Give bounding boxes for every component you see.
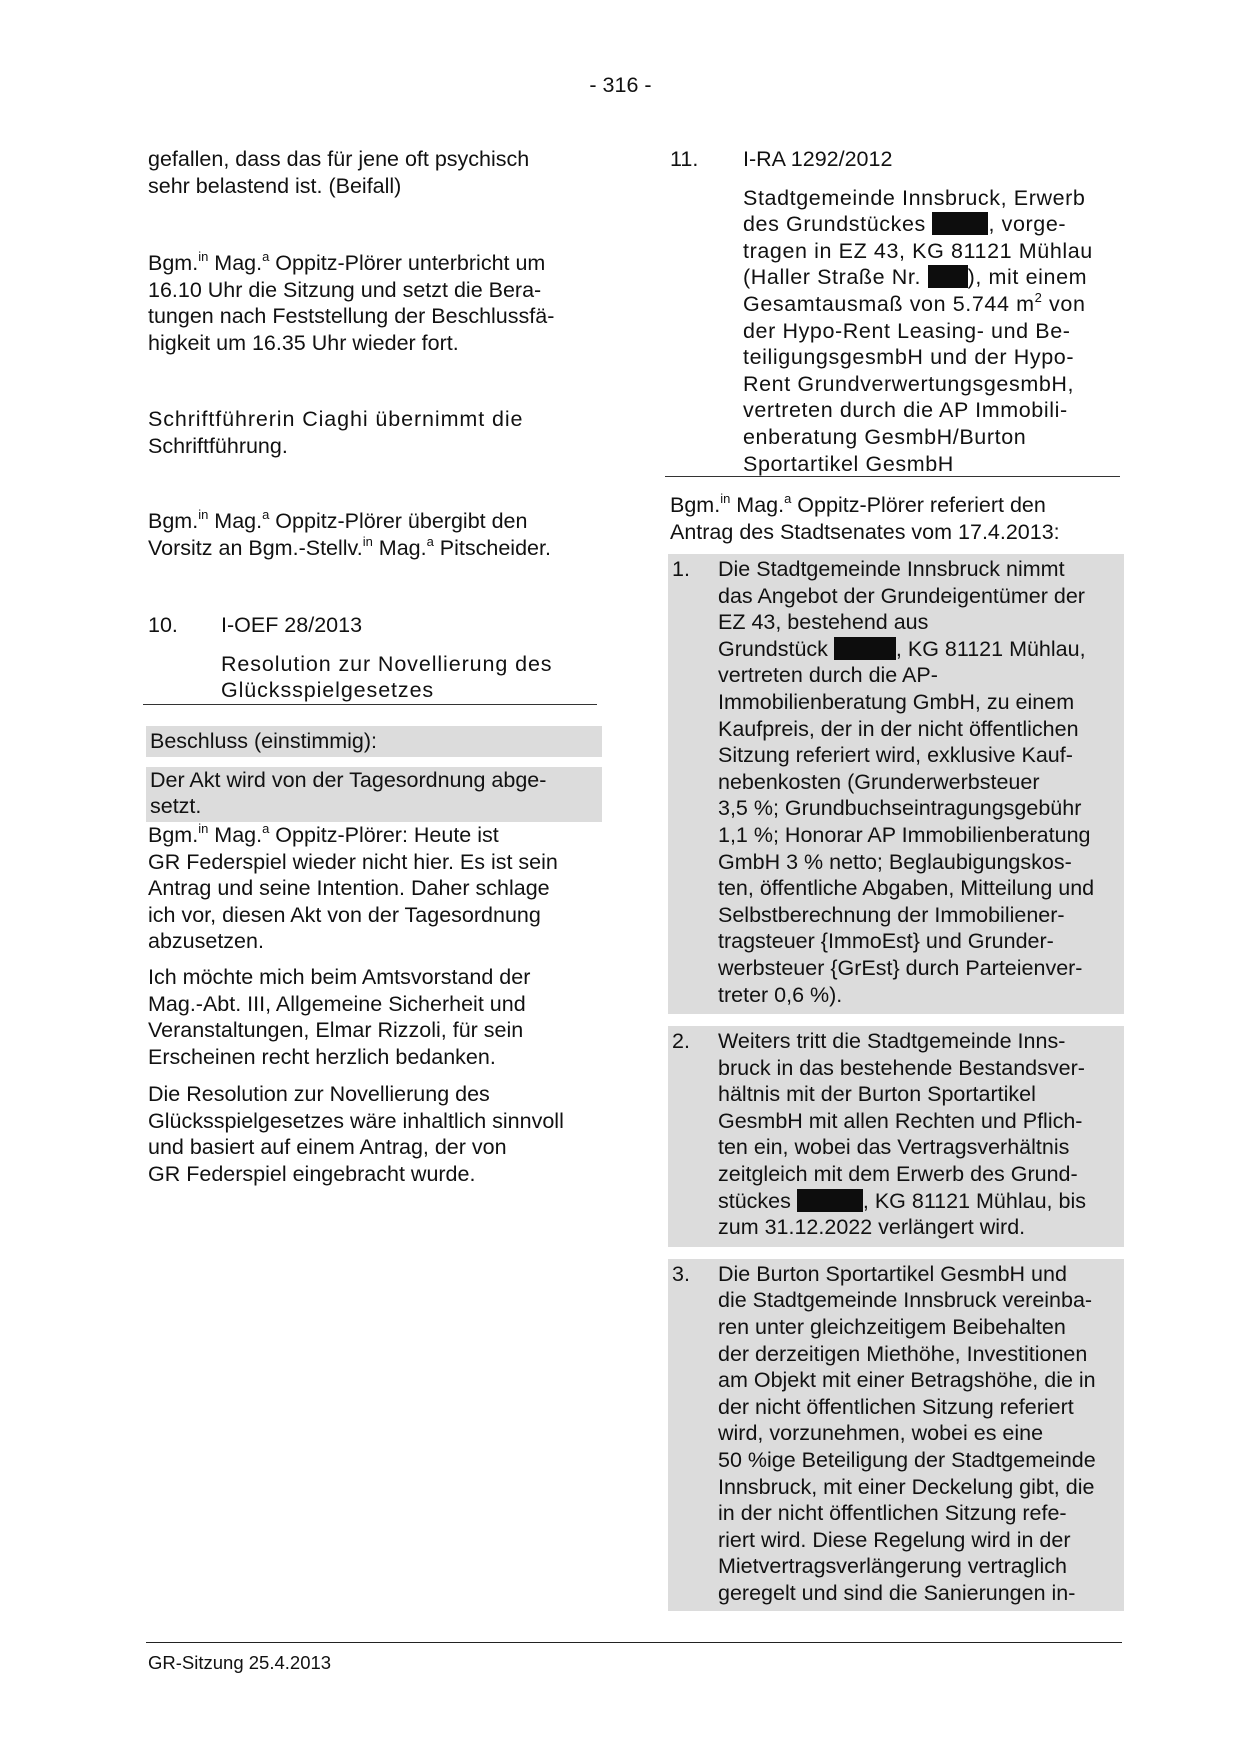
agenda-code: I-RA 1292/2012	[743, 147, 893, 171]
agenda-title: Stadtgemeinde Innsbruck, Erwerb des Grundstückes , vorge- tragen in EZ 43, KG 81121 Mühlau (Haller Straße Nr. ), mit einem Gesamtausmaß von 5.744 $m^2$ von der Hypo-Rent Leasing- und Be- teiligungsgesmbH und der Hypo- Rent GrundverwertungsgesmbH, vertreten durch die AP Immobili- enberatung GesmbH/Burton Sportartikel GesmbH	[743, 185, 1093, 476]
agenda-number: 10.	[148, 613, 178, 637]
decision-label: Beschluss (einstimmig):	[146, 726, 602, 757]
agenda-divider	[665, 476, 1120, 477]
agenda-code: I-OEF 28/2013	[221, 613, 363, 637]
thanks-paragraph: Ich möchte mich beim Amtsvorstand der Mag.-Abt. III, Allgemeine Sicherheit und Veranstaltungen, Elmar Rizzoli, für sein Erscheinen recht herzlich bedanken.	[148, 965, 531, 1069]
footer-text: GR-Sitzung 25.4.2013	[148, 1652, 332, 1673]
secretary-paragraph: Schriftführerin Ciaghi übernimmt die Schriftführung.	[148, 407, 524, 458]
redaction-block	[834, 637, 896, 660]
list-item: 3. Die Burton Sportartikel GesmbH und die Stadtgemeinde Innsbruck vereinba- ren unter gleichzeitigem Beibehalten der derzeitigen Miethöhe, Investitionen am Objekt mit einer Betragshöhe, die in der nicht öffentlichen Sitzung referiert wird, vorzunehmen, wobei es eine 50 %ige Beteiligung der Stadtgemeinde Innsbruck, mit einer Deckelung gibt, die in der nicht öffentlichen Sitzung refe- riert wird. Diese Regelung wird in der Mietvertragsverlängerung vertraglich geregelt und sind die Sanierungen in-	[668, 1259, 1124, 1611]
page-number: - 316 -	[589, 73, 652, 97]
intro-paragraph: gefallen, dass das für jene oft psychisch sehr belastend ist. (Beifall)	[148, 147, 530, 198]
redaction-block	[932, 212, 988, 235]
agenda-title: Resolution zur Novellierung des Glücksspielgesetzes	[221, 651, 553, 703]
decision-box	[146, 726, 602, 822]
list-item: 1. Die Stadtgemeinde Innsbruck nimmt das Angebot der Grundeigentümer der EZ 43, bestehend aus Grundstück , KG 81121 Mühlau, vertreten durch die AP- Immobilienberatung GmbH, zu einem Kaufpreis, der in der nicht öffentlichen Sitzung referiert wird, exklusive Kauf- nebenkosten (Grunderwerbsteuer 3,5 %; Grundbuchseintragungsgebühr 1,1 %; Honorar AP Immobilienberatung GmbH 3 % netto; Beglaubigungskos- ten, öffentliche Abgaben, Mitteilung und Selbstberechnung der Immobiliener- tragsteuer {ImmoEst} und Grunder- werbsteuer {GrEst} durch Parteienver- treter 0,6 %).	[668, 554, 1124, 1014]
agenda-item-10	[148, 612, 600, 704]
redaction-block	[928, 265, 968, 288]
footer-rule	[146, 1642, 1122, 1643]
resolution-paragraph: Die Resolution zur Novellierung des Glücksspielgesetzes wäre inhaltlich sinnvoll und basiert auf einem Antrag, der von GR Federspiel eingebracht wurde.	[148, 1082, 564, 1186]
list-item: 2. Weiters tritt die Stadtgemeinde Inns- bruck in das bestehende Bestandsver- hältnis mit der Burton Sportartikel GesmbH mit allen Rechten und Pflich- ten ein, wobei das Vertragsverhältnis zeitgleich mit dem Erwerb des Grund- stückes , KG 81121 Mühlau, bis zum 31.12.2022 verlängert wird.	[668, 1026, 1124, 1247]
redaction-block	[797, 1189, 863, 1212]
interruption-paragraph: Bgm.$^{in}$ Mag.$^a$ Oppitz-Plörer unterbricht um 16.10 Uhr die Sitzung und setzt die Bera- tungen nach Feststellung der Beschlussfä- higkeit um 16.35 Uhr wieder fort.	[148, 249, 555, 355]
decision-text: Der Akt wird von der Tagesordnung abge- setzt.	[146, 767, 602, 822]
referral-paragraph: Bgm.$^{in}$ Mag.$^a$ Oppitz-Plörer referiert den Antrag des Stadtsenates vom 17.4.2013:	[670, 491, 1060, 544]
mayor-statement-paragraph: Bgm.$^{in}$ Mag.$^a$ Oppitz-Plörer: Heute ist GR Federspiel wieder nicht hier. Es ist sein Antrag und seine Intention. Daher schlage ich vor, diesen Akt von der Tagesordnung abzusetzen.	[148, 821, 558, 954]
agenda-divider	[143, 704, 597, 705]
agenda-item-11	[670, 146, 1122, 477]
chair-handover-paragraph: Bgm.$^{in}$ Mag.$^a$ Oppitz-Plörer übergibt den Vorsitz an Bgm.-Stellv.$^{in}$ Mag.$^a$ Pitscheider.	[148, 507, 551, 560]
resolution-list	[668, 554, 1124, 1611]
agenda-number: 11.	[670, 147, 699, 171]
